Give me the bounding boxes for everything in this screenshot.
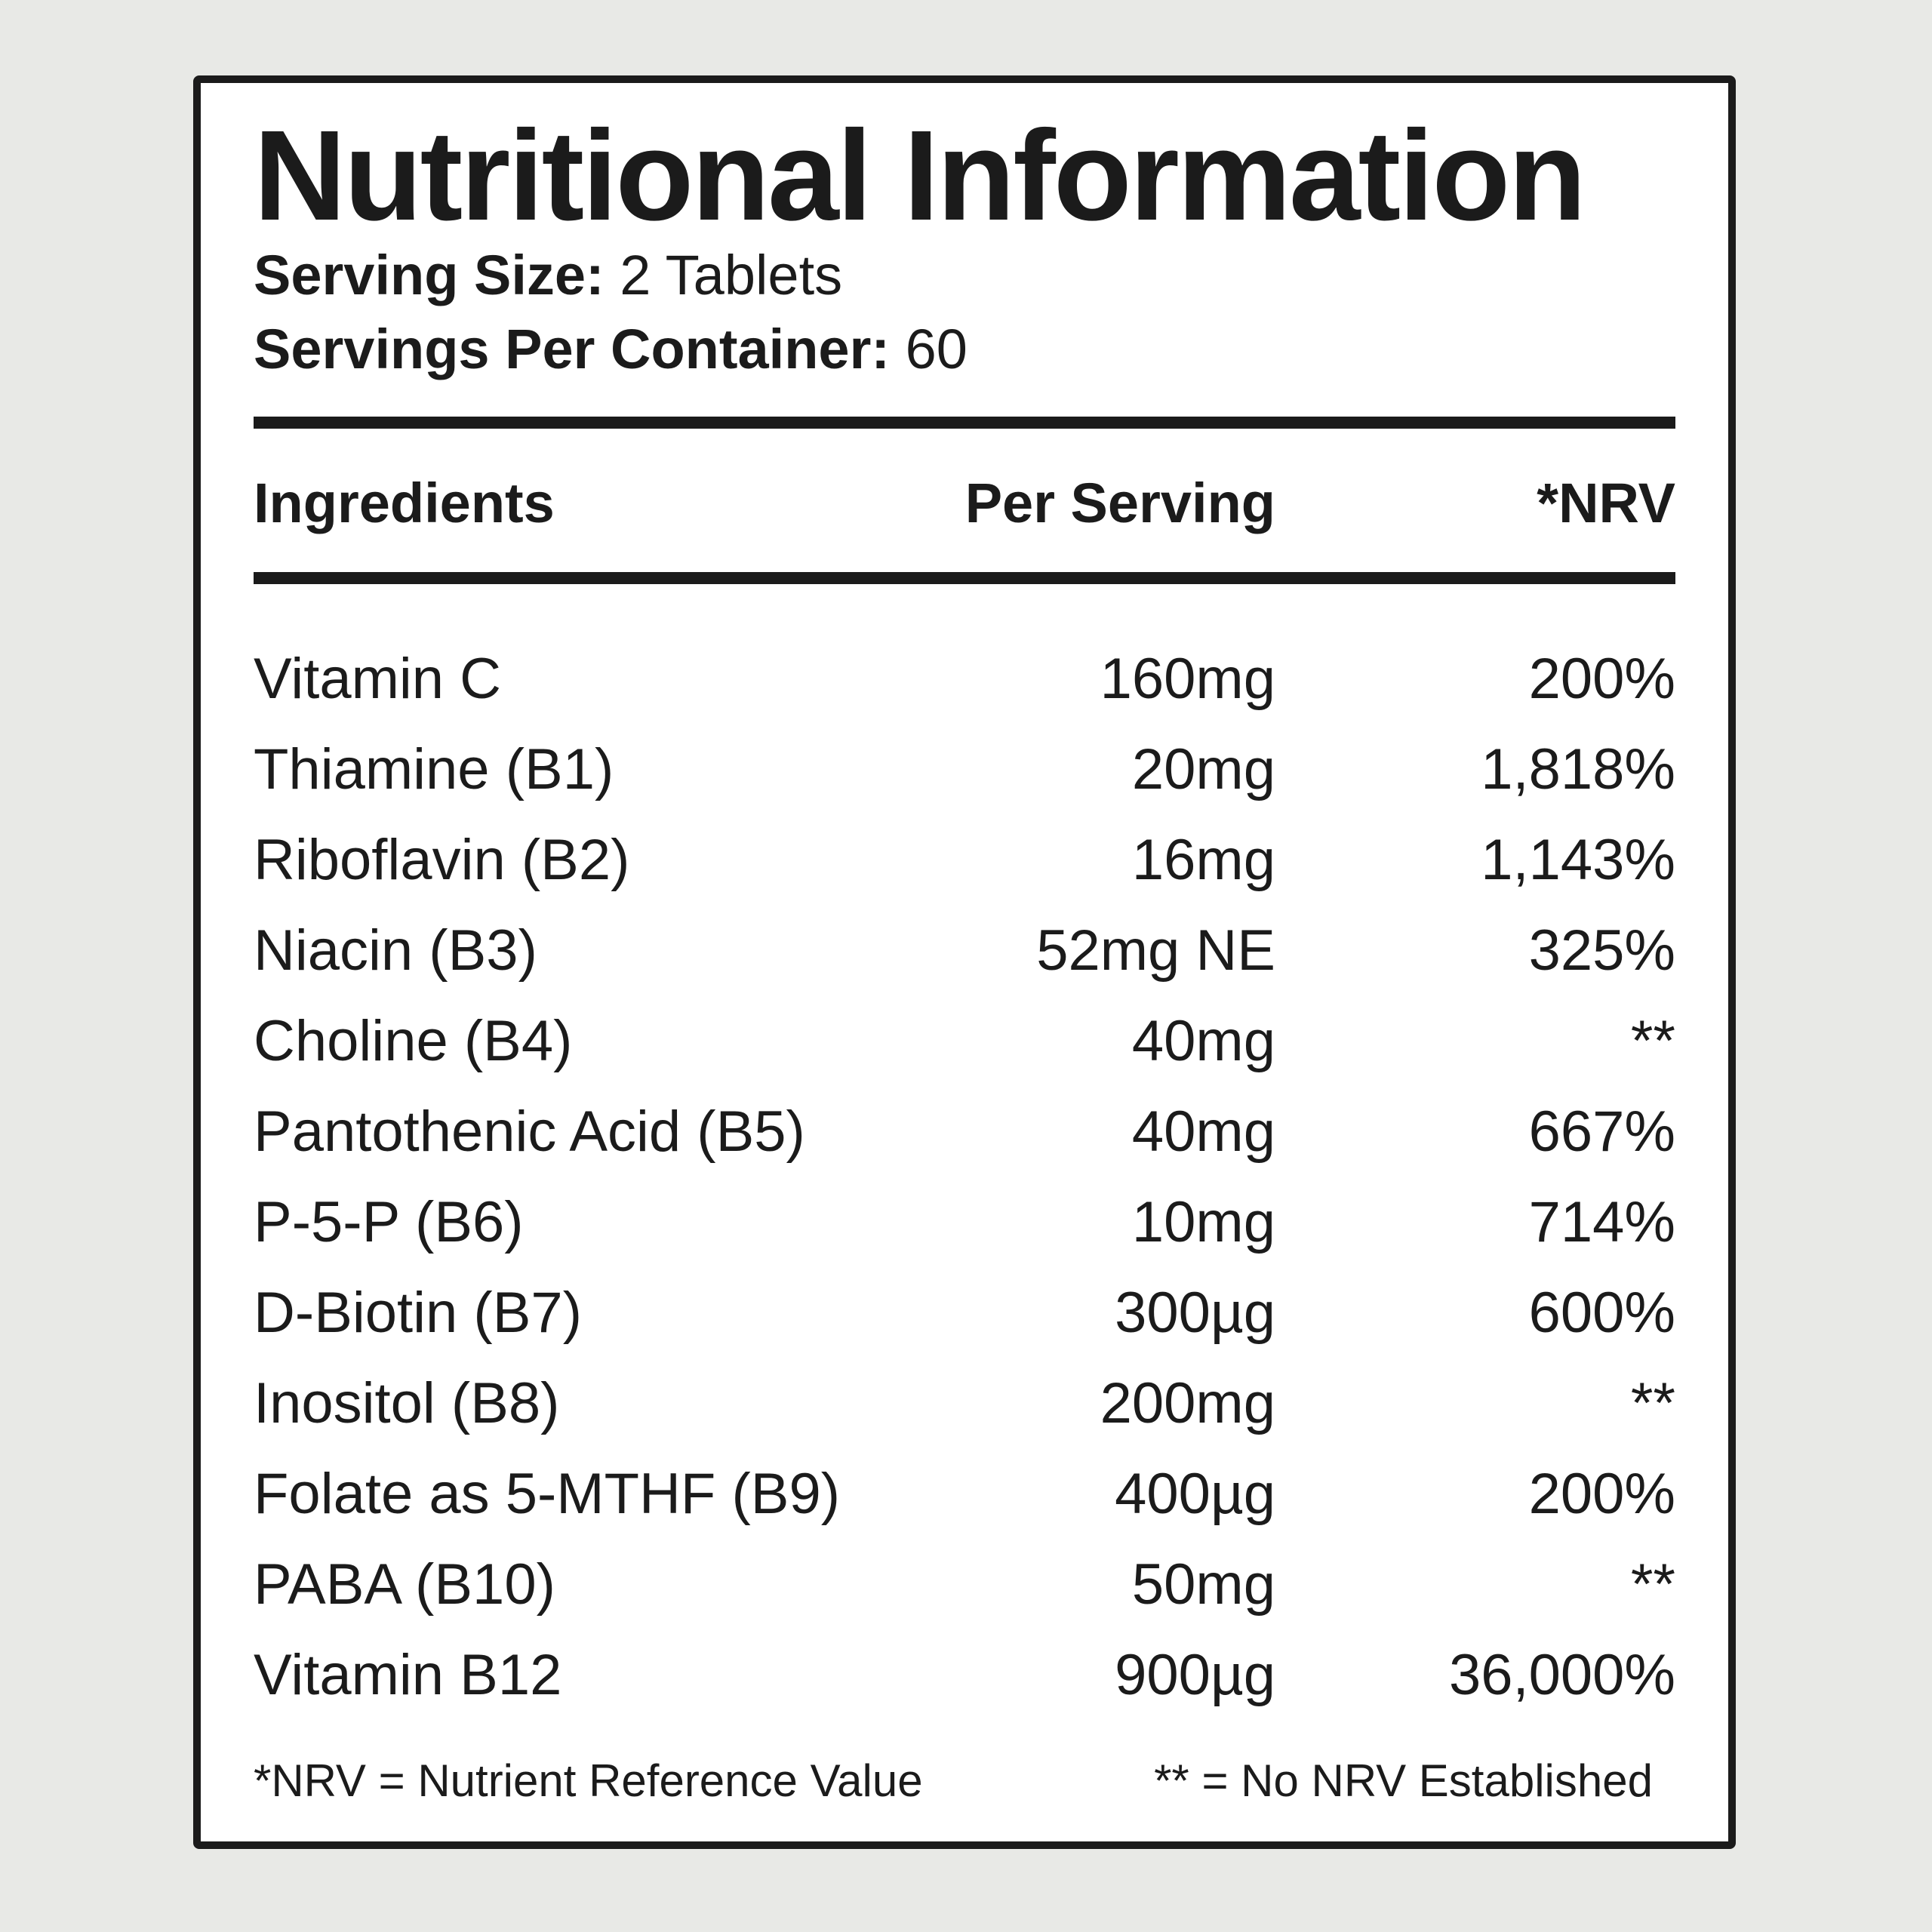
ingredient-name: D-Biotin (B7) bbox=[254, 1281, 582, 1345]
ingredient-name: Inositol (B8) bbox=[254, 1371, 560, 1435]
nrv-percent: ** bbox=[1630, 1552, 1675, 1617]
servings-per-container bbox=[254, 318, 968, 380]
per-serving-amount: 900µg bbox=[1115, 1643, 1275, 1707]
footnote-no-nrv: ** = No NRV Established bbox=[1154, 1755, 1653, 1806]
header-nrv: *NRV bbox=[1537, 472, 1675, 534]
table-row bbox=[254, 1358, 1675, 1449]
nutrition-label-content bbox=[254, 83, 1675, 1841]
ingredient-name: Vitamin C bbox=[254, 647, 502, 711]
ingredient-name: Vitamin B12 bbox=[254, 1643, 562, 1707]
table-row bbox=[254, 1630, 1675, 1721]
per-serving-amount: 50mg bbox=[1131, 1552, 1275, 1617]
per-serving-amount: 16mg bbox=[1131, 828, 1275, 892]
nrv-percent: 714% bbox=[1528, 1190, 1675, 1254]
header-ingredients: Ingredients bbox=[254, 472, 555, 534]
ingredient-name: PABA (B10) bbox=[254, 1552, 555, 1617]
table-row bbox=[254, 1449, 1675, 1540]
nrv-percent: 1,143% bbox=[1481, 828, 1675, 892]
divider-header bbox=[254, 572, 1675, 584]
divider-top bbox=[254, 417, 1675, 429]
serving-size-value: 2 Tablets bbox=[620, 244, 843, 306]
nrv-percent: 600% bbox=[1528, 1281, 1675, 1345]
servings-per-container-label: Servings Per Container: bbox=[254, 318, 891, 380]
label-title: Nutritional Information bbox=[254, 104, 1585, 248]
per-serving-amount: 40mg bbox=[1131, 1100, 1275, 1164]
table-row bbox=[254, 1177, 1675, 1268]
table-row bbox=[254, 1087, 1675, 1177]
serving-size-label: Serving Size: bbox=[254, 244, 605, 306]
table-row bbox=[254, 1268, 1675, 1358]
per-serving-amount: 160mg bbox=[1100, 647, 1275, 711]
nrv-percent: ** bbox=[1630, 1371, 1675, 1435]
table-row bbox=[254, 996, 1675, 1087]
ingredient-name: Thiamine (B1) bbox=[254, 737, 614, 801]
table-row bbox=[254, 724, 1675, 815]
per-serving-amount: 40mg bbox=[1131, 1009, 1275, 1073]
nutrition-label-panel bbox=[193, 75, 1736, 1849]
ingredient-name: Riboflavin (B2) bbox=[254, 828, 630, 892]
nrv-percent: 325% bbox=[1528, 918, 1675, 983]
ingredient-table bbox=[254, 634, 1675, 1721]
servings-per-container-value: 60 bbox=[905, 318, 968, 380]
table-row bbox=[254, 906, 1675, 996]
ingredient-name: Choline (B4) bbox=[254, 1009, 573, 1073]
per-serving-amount: 52mg NE bbox=[1036, 918, 1275, 983]
per-serving-amount: 20mg bbox=[1131, 737, 1275, 801]
nrv-percent: 200% bbox=[1528, 1462, 1675, 1526]
footnote-nrv: *NRV = Nutrient Reference Value bbox=[254, 1755, 923, 1806]
nrv-percent: 667% bbox=[1528, 1100, 1675, 1164]
serving-size bbox=[254, 244, 843, 306]
ingredient-name: Folate as 5-MTHF (B9) bbox=[254, 1462, 841, 1526]
nrv-percent: 36,000% bbox=[1448, 1643, 1675, 1707]
nrv-percent: 1,818% bbox=[1481, 737, 1675, 801]
table-row bbox=[254, 634, 1675, 724]
ingredient-name: Pantothenic Acid (B5) bbox=[254, 1100, 805, 1164]
table-row bbox=[254, 1540, 1675, 1630]
header-per-serving: Per Serving bbox=[964, 472, 1275, 534]
table-row bbox=[254, 815, 1675, 906]
ingredient-name: Niacin (B3) bbox=[254, 918, 537, 983]
nrv-percent: 200% bbox=[1528, 647, 1675, 711]
per-serving-amount: 400µg bbox=[1115, 1462, 1275, 1526]
nrv-percent: ** bbox=[1630, 1009, 1675, 1073]
per-serving-amount: 300µg bbox=[1115, 1281, 1275, 1345]
per-serving-amount: 10mg bbox=[1131, 1190, 1275, 1254]
ingredient-name: P-5-P (B6) bbox=[254, 1190, 524, 1254]
per-serving-amount: 200mg bbox=[1100, 1371, 1275, 1435]
